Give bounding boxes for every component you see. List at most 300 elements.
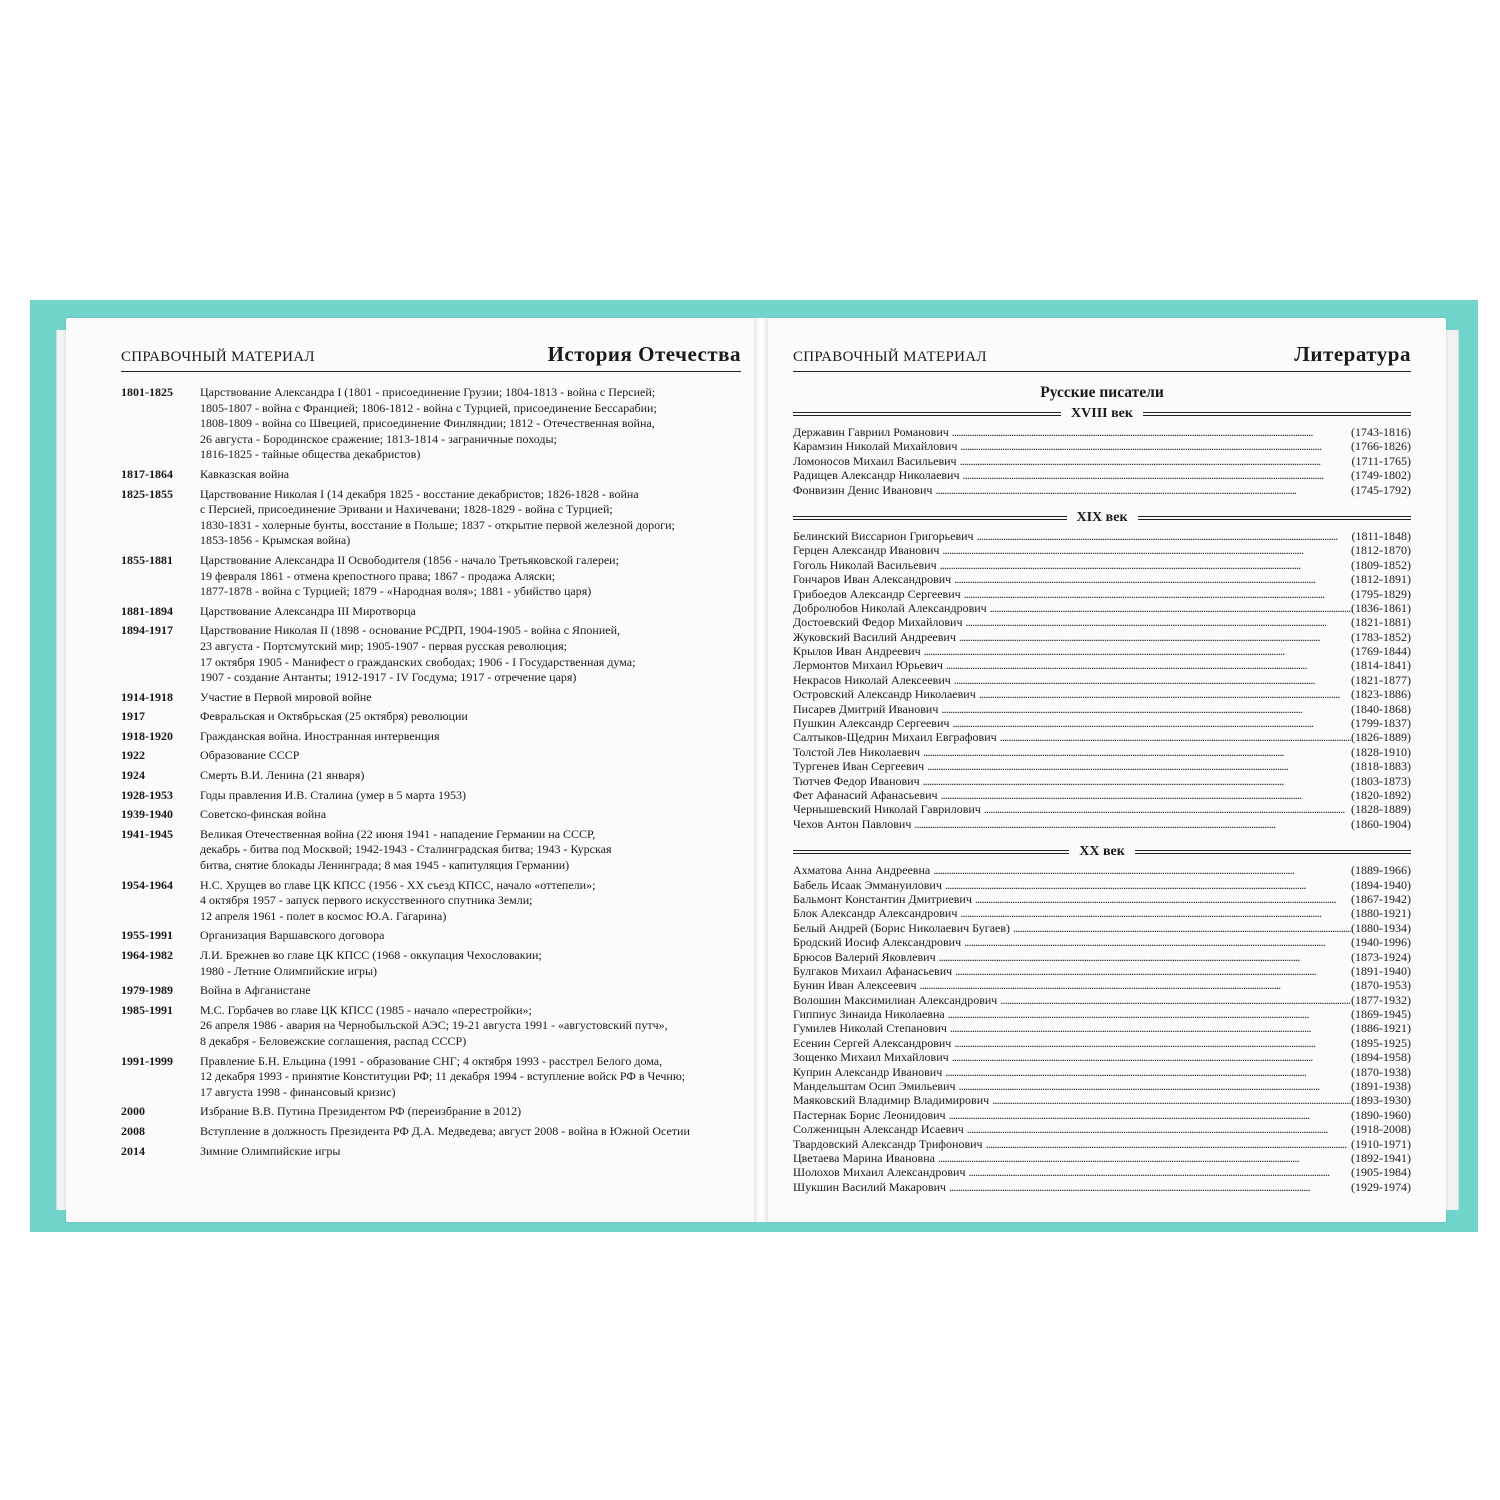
timeline-text-line: Зимние Олимпийские игры [200, 1143, 341, 1158]
timeline-text-line: Великая Отечественная война (22 июня 1941 - нападение Германии на СССР, [200, 826, 596, 841]
writer-row [793, 745, 1411, 759]
history-timeline [121, 385, 731, 1163]
timeline-text-line: Образование СССР [200, 748, 300, 763]
writer-name: Шолохов Михаил Александрович [793, 1165, 966, 1180]
writer-row [793, 817, 1411, 831]
timeline-years: 1894-1917 [121, 623, 173, 638]
century-rule [1135, 850, 1411, 854]
dot-leader [954, 1036, 1351, 1050]
timeline-text-line: 26 августа - Бородинское сражение; 1813-1814 - заграничные походы; [200, 431, 557, 446]
writer-name: Фет Афанасий Афанасьевич [793, 787, 938, 802]
dot-leader [949, 1180, 1351, 1194]
timeline-text-line: 12 декабря 1993 - принятие Конституции РФ; 11 декабря 1994 - вступление войск РФ в Чечню; [200, 1069, 686, 1084]
writer-years: (1869-1945) [1351, 1007, 1411, 1022]
dot-leader [924, 644, 1351, 658]
writer-name: Фонвизин Денис Иванович [793, 482, 933, 497]
timeline-row [121, 467, 731, 483]
writer-name: Цветаева Марина Ивановна [793, 1150, 935, 1165]
writer-row [793, 529, 1411, 543]
timeline-text [200, 1054, 731, 1101]
writer-name: Ломоносов Михаил Васильевич [793, 453, 957, 468]
writer-row [793, 716, 1411, 730]
dot-leader [984, 802, 1351, 816]
writer-row [793, 906, 1411, 920]
timeline-text-line: 8 декабря - Беловежские соглашения, распад СССР) [200, 1033, 467, 1048]
writer-name: Тютчев Федор Иванович [793, 773, 920, 788]
timeline-text [200, 604, 731, 620]
timeline-row [121, 1104, 731, 1120]
writer-row [793, 1108, 1411, 1122]
dot-leader [966, 615, 1351, 629]
timeline-text-line: 23 августа - Портсмутский мир; 1905-1907 - первая русская революция; [200, 638, 567, 653]
dot-leader [935, 483, 1351, 497]
writer-row [793, 993, 1411, 1007]
timeline-text-line: 4 октября 1957 - запуск первого искусственного спутника Земли; [200, 893, 533, 908]
writer-row [793, 1007, 1411, 1021]
timeline-text-line: Л.И. Брежнев во главе ЦК КПСС (1968 - оккупация Чехословакии; [200, 948, 542, 962]
writer-name: Жуковский Василий Андреевич [793, 629, 956, 644]
century-rule [1143, 412, 1411, 416]
writer-years: (1836-1861) [1351, 600, 1411, 615]
timeline-years: 1964-1982 [121, 948, 173, 962]
dot-leader [967, 1122, 1351, 1136]
writer-row [793, 892, 1411, 906]
section-gap [793, 831, 1411, 844]
timeline-text-line: Н.С. Хрущев во главе ЦК КПСС (1956 - XX съезд КПСС, начало «оттепели»; [200, 877, 596, 892]
right-page-edges [1446, 330, 1459, 1210]
writer-years: (1880-1921) [1351, 906, 1411, 921]
writer-row [793, 558, 1411, 572]
century-rule [793, 516, 1067, 520]
writer-name: Куприн Александр Иванович [793, 1064, 943, 1079]
writer-row [793, 1021, 1411, 1035]
right-header-label: СПРАВОЧНЫЙ МАТЕРИАЛ [793, 349, 987, 365]
writer-row [793, 921, 1411, 935]
timeline-years: 1918-1920 [121, 728, 173, 743]
writer-name: Островский Александр Николаевич [793, 687, 976, 702]
timeline-row [121, 385, 731, 463]
timeline-text-line: Царствование Александра III Миротворца [200, 603, 416, 618]
timeline-row [121, 983, 731, 999]
writer-row [793, 878, 1411, 892]
timeline-text [200, 553, 731, 600]
timeline-text-line: 26 апреля 1986 - авария на Чернобыльской АЭС; 19-21 августа 1991 - «августовский путч», [200, 1018, 668, 1033]
timeline-text-line: Годы правления И.В. Сталина (умер в 5 марта 1953) [200, 787, 466, 802]
timeline-text-line: с Персией, присоединение Эривани и Нахичевани; 1828-1829 - война с Турцией; [200, 502, 613, 517]
writer-name: Гоголь Николай Васильевич [793, 557, 937, 572]
timeline-text-line: Царствование Николая II (1898 - основание РСДРП, 1904-1905 - война с Японией, [200, 623, 621, 638]
dot-leader [992, 1093, 1351, 1107]
dot-leader [939, 950, 1351, 964]
dot-leader [949, 1108, 1351, 1122]
writer-row [793, 644, 1411, 658]
writer-years: (1795-1829) [1351, 586, 1411, 601]
dot-leader [941, 788, 1351, 802]
timeline-text-line: Вступление в должность Президента РФ Д.А. Медведева; август 2008 - война в Южной Осетии [200, 1123, 690, 1138]
timeline-row [121, 729, 731, 745]
writer-row [793, 543, 1411, 557]
timeline-text [200, 1124, 731, 1140]
dot-leader [923, 774, 1351, 788]
timeline-row [121, 948, 731, 979]
dot-leader [952, 1050, 1351, 1064]
writer-row [793, 730, 1411, 744]
dot-leader [927, 759, 1351, 773]
writer-row [793, 601, 1411, 615]
timeline-text [200, 983, 731, 999]
timeline-row [121, 1003, 731, 1050]
timeline-text-line: декабрь - битва под Москвой; 1942-1943 - Сталинградская битва; 1943 - Курская [200, 842, 612, 857]
timeline-row [121, 748, 731, 764]
timeline-text-line: 1980 - Летние Олимпийские игры) [200, 963, 378, 978]
writer-years: (1783-1852) [1351, 629, 1411, 644]
writer-name: Державин Гавриил Романович [793, 425, 949, 439]
timeline-text-line: Кавказская война [200, 466, 290, 481]
writer-name: Твардовский Александр Трифонович [793, 1136, 983, 1151]
dot-leader [946, 658, 1351, 672]
writer-name: Толстой Лев Николаевич [793, 744, 921, 759]
century-name: XX век [1079, 844, 1125, 860]
writer-name: Грибоедов Александр Сергеевич [793, 586, 961, 601]
timeline-text [200, 788, 731, 804]
dot-leader [975, 892, 1351, 906]
timeline-text-line: Царствование Александра II Освободителя (1856 - начало Третьяковской галереи; [200, 552, 619, 567]
timeline-text [200, 928, 731, 944]
timeline-years: 1991-1999 [121, 1053, 173, 1068]
writer-years: (1766-1826) [1351, 439, 1411, 454]
writer-name: Гончаров Иван Александрович [793, 572, 952, 587]
dot-leader [960, 906, 1351, 920]
timeline-text-line: Правление Б.Н. Ельцина (1991 - образование СНГ; 4 октября 1993 - расстрел Белого дома, [200, 1053, 663, 1068]
writer-years: (1870-1953) [1351, 978, 1411, 993]
right-page-title: Литература [1294, 342, 1411, 366]
timeline-text-line: Советско-финская война [200, 807, 327, 822]
writer-name: Зощенко Михаил Михайлович [793, 1050, 949, 1065]
timeline-years: 1881-1894 [121, 603, 173, 618]
writer-years: (1889-1966) [1351, 863, 1411, 878]
writer-row [793, 802, 1411, 816]
timeline-row [121, 928, 731, 944]
writers-section-title: Русские писатели [1040, 384, 1164, 401]
writer-years: (1910-1971) [1351, 1136, 1411, 1151]
century-heading [793, 844, 1411, 860]
dot-leader [979, 687, 1351, 701]
writer-years: (1818-1883) [1351, 759, 1411, 774]
writer-years: (1823-1886) [1351, 687, 1411, 702]
dot-leader [968, 1165, 1351, 1179]
writer-years: (1895-1925) [1351, 1035, 1411, 1050]
writer-name: Бабель Исаак Эммануилович [793, 877, 942, 892]
writer-row [793, 759, 1411, 773]
writer-name: Карамзин Николай Михайлович [793, 439, 958, 454]
timeline-text [200, 385, 731, 463]
dot-leader [952, 716, 1351, 730]
dot-leader [945, 878, 1351, 892]
dot-leader [940, 558, 1351, 572]
writer-years: (1940-1996) [1351, 935, 1411, 950]
dot-leader [977, 529, 1352, 543]
timeline-row [121, 1124, 731, 1140]
timeline-text-line: Организация Варшавского договора [200, 928, 385, 943]
timeline-row [121, 623, 731, 685]
writer-years: (1880-1934) [1351, 920, 1411, 935]
writer-years: (1905-1984) [1351, 1165, 1411, 1180]
writer-name: Чехов Антон Павлович [793, 816, 912, 831]
writer-name: Волошин Максимилиан Александрович [793, 992, 998, 1007]
writer-name: Радищев Александр Николаевич [793, 468, 960, 483]
writer-years: (1821-1877) [1351, 672, 1411, 687]
writer-name: Шукшин Василий Макарович [793, 1179, 947, 1194]
dot-leader [963, 468, 1351, 482]
writer-name: Чернышевский Николай Гаврилович [793, 802, 981, 817]
writer-years: (1890-1960) [1351, 1107, 1411, 1122]
timeline-years: 1825-1855 [121, 486, 173, 501]
left-page-title: История Отечества [547, 342, 741, 366]
writer-years: (1828-1910) [1351, 744, 1411, 759]
century-name: XVIII век [1071, 406, 1133, 421]
dot-leader [960, 454, 1352, 468]
timeline-years: 1928-1953 [121, 787, 173, 802]
writer-row [793, 1065, 1411, 1079]
writer-row [793, 483, 1411, 497]
writer-name: Блок Александр Александрович [793, 906, 958, 921]
timeline-text-line: 1853-1856 - Крымская война) [200, 533, 351, 548]
dot-leader [938, 1151, 1351, 1165]
timeline-text-line: М.С. Горбачев во главе ЦК КПСС (1985 - начало «перестройки»; [200, 1002, 532, 1017]
timeline-row [121, 553, 731, 600]
writer-name: Бунин Иван Алексеевич [793, 978, 917, 993]
writer-name: Крылов Иван Андреевич [793, 644, 921, 659]
timeline-text-line: 1805-1807 - война с Францией; 1806-1812 - война с Турцией, присоединение Бессарабии; [200, 400, 657, 415]
timeline-text [200, 1144, 731, 1160]
dot-leader [955, 964, 1351, 978]
writer-years: (1870-1938) [1351, 1064, 1411, 1079]
writer-row [793, 658, 1411, 672]
timeline-text-line: Царствование Николая I (14 декабря 1825 - восстание декабристов; 1826-1828 - война [200, 486, 639, 501]
writer-row [793, 468, 1411, 482]
dot-leader [1000, 993, 1351, 1007]
dot-leader [948, 1007, 1351, 1021]
writer-row [793, 615, 1411, 629]
dot-leader [960, 439, 1351, 453]
century-rule [793, 412, 1061, 416]
writer-name: Бальмонт Константин Дмитриевич [793, 891, 972, 906]
timeline-years: 1941-1945 [121, 826, 173, 841]
writer-years: (1812-1870) [1351, 543, 1411, 558]
timeline-row [121, 690, 731, 706]
writer-row [793, 1122, 1411, 1136]
writer-name: Салтыков-Щедрин Михаил Евграфович [793, 730, 997, 745]
writer-name: Брюсов Валерий Яковлевич [793, 949, 936, 964]
dot-leader [959, 1079, 1351, 1093]
writer-name: Белый Андрей (Борис Николаевич Бугаев) [793, 920, 1011, 935]
timeline-years: 2000 [121, 1104, 145, 1119]
writer-row [793, 935, 1411, 949]
writer-row [793, 687, 1411, 701]
writer-years: (1799-1837) [1351, 716, 1411, 731]
century-heading [793, 510, 1411, 526]
writer-years: (1891-1938) [1351, 1079, 1411, 1094]
writer-name: Булгаков Михаил Афанасьевич [793, 963, 953, 978]
writer-row [793, 1151, 1411, 1165]
writer-years: (1860-1904) [1351, 816, 1411, 831]
writer-years: (1811-1848) [1351, 528, 1411, 543]
writer-row [793, 774, 1411, 788]
writer-name: Лермонтов Михаил Юрьевич [793, 658, 943, 673]
writer-years: (1840-1868) [1351, 701, 1411, 716]
writer-years: (1886-1921) [1351, 1021, 1411, 1036]
writer-years: (1873-1924) [1351, 949, 1411, 964]
timeline-years: 1939-1940 [121, 807, 173, 822]
writer-years: (1894-1940) [1351, 877, 1411, 892]
writer-years: (1814-1841) [1351, 658, 1411, 673]
timeline-years: 1955-1991 [121, 928, 173, 943]
writer-years: (1826-1889) [1351, 730, 1411, 745]
writer-years: (1821-1881) [1351, 615, 1411, 630]
writer-name: Гумилев Николай Степанович [793, 1021, 947, 1036]
timeline-text [200, 709, 731, 725]
writer-row [793, 964, 1411, 978]
writer-row [793, 1180, 1411, 1194]
writer-years: (1828-1889) [1351, 802, 1411, 817]
dot-leader [914, 817, 1351, 831]
century-rule [1138, 516, 1412, 520]
timeline-text-line: 12 апреля 1961 - полет в космос Ю.А. Гагарина) [200, 908, 447, 923]
timeline-row [121, 487, 731, 549]
dot-leader [964, 587, 1351, 601]
dot-leader [933, 863, 1351, 877]
dot-leader [942, 543, 1351, 557]
writers-list [793, 384, 1411, 1194]
writer-years: (1769-1844) [1351, 644, 1411, 659]
writer-years: (1820-1892) [1351, 787, 1411, 802]
writer-years: (1894-1958) [1351, 1050, 1411, 1065]
timeline-text-line: Война в Афганистане [200, 983, 311, 998]
left-page-header [121, 342, 741, 372]
writer-row [793, 1093, 1411, 1107]
writer-name: Достоевский Федор Михайлович [793, 615, 963, 630]
timeline-text [200, 690, 731, 706]
timeline-text-line: 1816-1825 - тайные общества декабристов) [200, 447, 421, 462]
dot-leader [950, 1021, 1351, 1035]
dot-leader [954, 572, 1351, 586]
writer-years: (1892-1941) [1351, 1150, 1411, 1165]
writer-row [793, 587, 1411, 601]
timeline-row [121, 827, 731, 874]
timeline-text-line: 17 августа 1998 - финансовый кризис) [200, 1084, 396, 1099]
writer-row [793, 1165, 1411, 1179]
dot-leader [941, 702, 1351, 716]
writer-years: (1809-1852) [1351, 557, 1411, 572]
writer-years: (1812-1891) [1351, 572, 1411, 587]
timeline-row [121, 878, 731, 925]
timeline-text-line: Участие в Первой мировой войне [200, 689, 372, 704]
writer-name: Некрасов Николай Алексеевич [793, 672, 951, 687]
writer-name: Мандельштам Осип Эмильевич [793, 1079, 956, 1094]
timeline-text [200, 623, 731, 685]
dot-leader [1013, 921, 1351, 935]
timeline-text [200, 467, 731, 483]
writer-row [793, 439, 1411, 453]
timeline-years: 1924 [121, 768, 145, 783]
writer-name: Тургенев Иван Сергеевич [793, 759, 925, 774]
writer-years: (1749-1802) [1351, 468, 1411, 483]
right-page-header [793, 342, 1411, 372]
timeline-years: 1855-1881 [121, 552, 173, 567]
timeline-years: 1914-1918 [121, 689, 173, 704]
timeline-years: 1985-1991 [121, 1002, 173, 1017]
timeline-years: 1979-1989 [121, 983, 173, 998]
writer-name: Пушкин Александр Сергеевич [793, 716, 950, 731]
timeline-text-line: Избрание В.В. Путина Президентом РФ (переизбрание в 2012) [200, 1104, 522, 1119]
dot-leader [954, 673, 1351, 687]
timeline-text-line: Гражданская война. Иностранная интервенция [200, 728, 440, 743]
dot-leader [920, 978, 1351, 992]
timeline-text-line: 17 октября 1905 - Манифест о гражданских свободах; 1906 - I Государственная дума; [200, 654, 636, 669]
timeline-text-line: 1830-1831 - холерные бунты, восстание в Польше; 1837 - открытие первой железной дороги; [200, 517, 675, 532]
writer-name: Ахматова Анна Андреевна [793, 863, 931, 878]
timeline-row [121, 788, 731, 804]
writer-years: (1929-1974) [1351, 1179, 1411, 1194]
timeline-text [200, 827, 731, 874]
writer-years: (1803-1873) [1351, 773, 1411, 788]
century-heading [793, 406, 1411, 422]
timeline-years: 2008 [121, 1123, 145, 1138]
timeline-row [121, 768, 731, 784]
writer-name: Белинский Виссарион Григорьевич [793, 528, 974, 543]
writer-row [793, 702, 1411, 716]
writer-row [793, 788, 1411, 802]
timeline-years: 1917 [121, 709, 145, 724]
timeline-text [200, 1104, 731, 1120]
timeline-text [200, 768, 731, 784]
dot-leader [964, 935, 1351, 949]
writer-row [793, 673, 1411, 687]
writer-row [793, 978, 1411, 992]
writer-name: Пастернак Борис Леонидович [793, 1107, 946, 1122]
timeline-row [121, 709, 731, 725]
timeline-years: 2014 [121, 1143, 145, 1158]
timeline-text [200, 948, 731, 979]
writer-row [793, 863, 1411, 877]
dot-leader [986, 1137, 1351, 1151]
timeline-text [200, 1003, 731, 1050]
century-name: XIX век [1076, 509, 1128, 525]
dot-leader [1000, 730, 1351, 744]
writer-row [793, 454, 1411, 468]
writer-row [793, 1036, 1411, 1050]
writer-years: (1877-1932) [1351, 992, 1411, 1007]
timeline-text-line: Февральская и Октябрьская (25 октября) революции [200, 709, 468, 724]
timeline-row [121, 604, 731, 620]
writer-name: Бродский Иосиф Александрович [793, 935, 962, 950]
timeline-text [200, 729, 731, 745]
timeline-years: 1954-1964 [121, 877, 173, 892]
writer-years: (1745-1792) [1351, 482, 1411, 497]
writer-name: Герцен Александр Иванович [793, 543, 940, 558]
book-spine [754, 318, 768, 1222]
timeline-text-line: 1907 - создание Антанты; 1912-1917 - IV Госдума; 1917 - отречение царя) [200, 670, 577, 685]
section-gap [793, 497, 1411, 510]
writer-row [793, 425, 1411, 439]
century-rule [793, 850, 1069, 854]
dot-leader [945, 1065, 1351, 1079]
timeline-text [200, 878, 731, 925]
writer-years: (1918-2008) [1351, 1122, 1411, 1137]
timeline-text-line: Царствование Александра I (1801 - присоединение Грузии; 1804-1813 - война с Персией; [200, 385, 656, 399]
writer-row [793, 1079, 1411, 1093]
timeline-years: 1922 [121, 748, 145, 763]
